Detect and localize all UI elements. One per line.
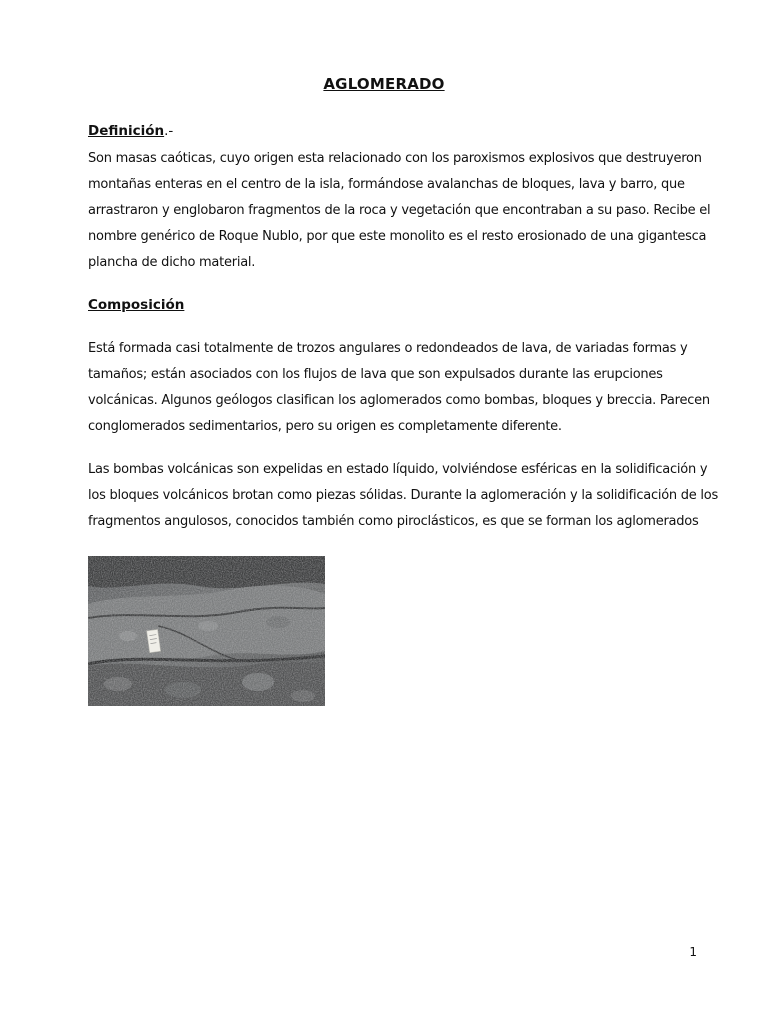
composicion-line: Las bombas volcánicas son expelidas en estado líquido, volviéndose esféricas en la solidificación y: [88, 462, 708, 477]
definicion-heading-text: Definición: [88, 123, 165, 139]
composicion-line: conglomerados sedimentarios, pero su origen es completamente diferente.: [88, 419, 562, 434]
document-title: AGLOMERADO: [323, 75, 445, 93]
definicion-line: arrastraron y englobaron fragmentos de la roca y vegetación que encontraban a su paso. Recibe el: [88, 203, 711, 218]
composicion-heading: [88, 297, 184, 313]
composicion-line: fragmentos angulosos, conocidos también como piroclásticos, es que se forman los aglomerados: [88, 514, 699, 529]
definicion-line: Son masas caóticas, cuyo origen esta relacionado con los paroxismos explosivos que destruyeron: [88, 151, 702, 166]
composicion-line: volcánicas. Algunos geólogos clasifican los aglomerados como bombas, bloques y breccia. Parecen: [88, 393, 710, 408]
definicion-line: montañas enteras en el centro de la isla, formándose avalanchas de bloques, lava y barro, que: [88, 177, 685, 192]
agglomerate-rock-photo: [88, 556, 325, 706]
definicion-heading-suffix: .-: [164, 123, 174, 139]
composicion-line: tamaños; están asociados con los flujos de lava que son expulsados durante las erupciones: [88, 367, 663, 382]
composicion-heading-text: Composición: [88, 297, 185, 313]
definicion-line: plancha de dicho material.: [88, 255, 256, 270]
definicion-heading: [88, 123, 173, 139]
page-number: 1: [689, 945, 697, 959]
composicion-paragraph-1: [88, 336, 710, 440]
composicion-line: Está formada casi totalmente de trozos angulares o redondeados de lava, de variadas formas y: [88, 341, 688, 356]
definicion-paragraph: [88, 146, 711, 276]
definicion-line: nombre genérico de Roque Nublo, por que este monolito es el resto erosionado de una gigantesca: [88, 229, 707, 244]
composicion-paragraph-2: [88, 457, 719, 535]
composicion-line: los bloques volcánicos brotan como piezas sólidas. Durante la aglomeración y la solidificación de los: [88, 488, 719, 503]
